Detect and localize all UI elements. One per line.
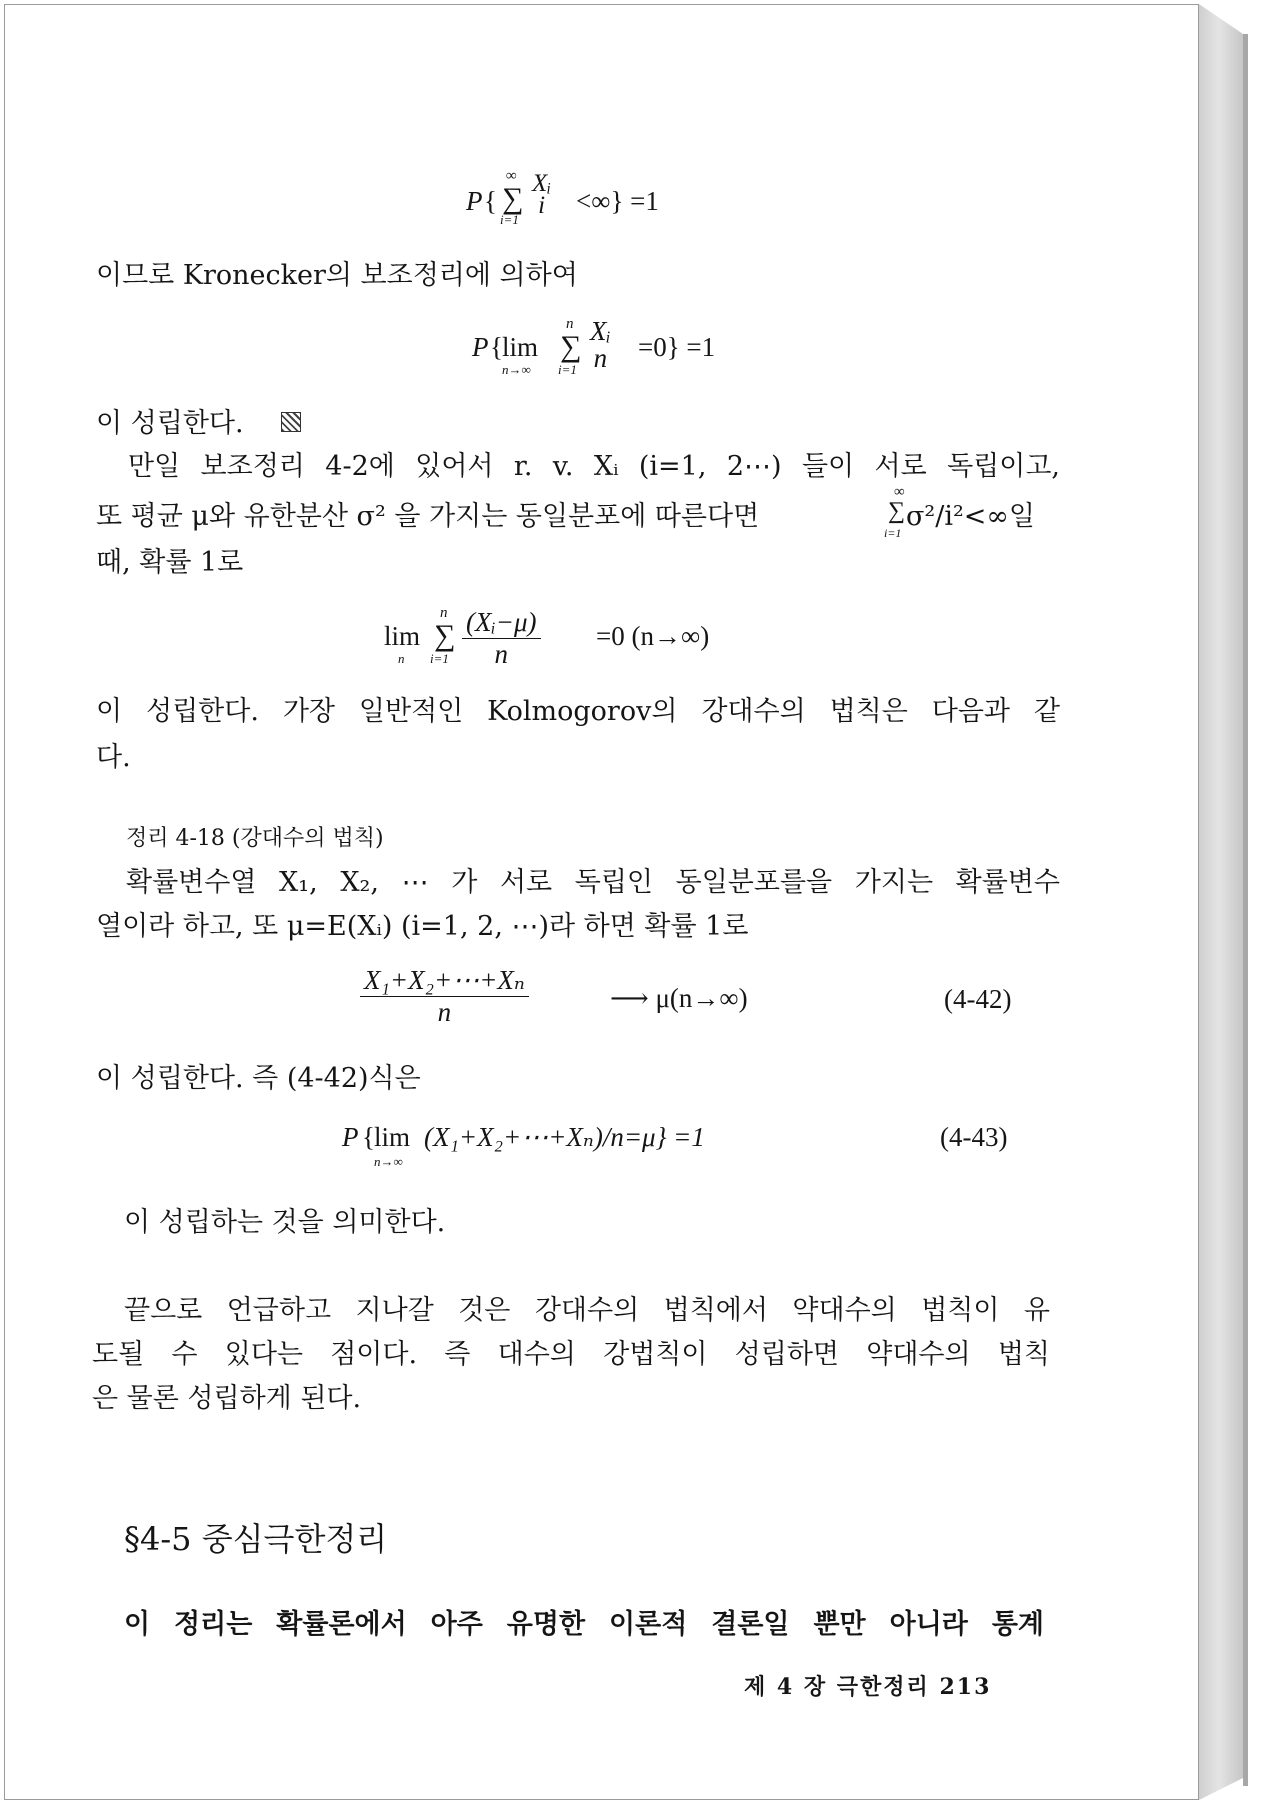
text-line-12: 끝으로 언급하고 지나갈 것은 강대수의 법칙에서 약대수의 법칙이 유 (124, 1295, 1050, 1326)
equation-number-4-42: (4-42) (944, 984, 1012, 1014)
text-line-9: 열이라 하고, 또 μ=E(Xᵢ) (i=1, 2, ⋯)라 하면 확률 1로 (96, 911, 749, 942)
text-line-11: 이 성립하는 것을 의미한다. (124, 1207, 446, 1238)
text-line-6: 이 성립한다. 가장 일반적인 Kolmogorov의 강대수의 법칙은 다음과 같 (96, 696, 1060, 727)
text-line-2: 이 성립한다. (96, 408, 244, 439)
equation-number-4-43: (4-43) (940, 1122, 1008, 1152)
page-stack-shadow (1243, 34, 1248, 1786)
text-line-13: 도될 수 있다는 점이다. 즉 대수의 강법칙이 성립하면 약대수의 법칙 (92, 1339, 1050, 1370)
text-line-15: 이 정리는 확률론에서 아주 유명한 이론적 결론일 뿐만 아니라 통계 (124, 1609, 1044, 1640)
text-line-7: 다. (96, 742, 131, 773)
qed-square-icon (281, 412, 301, 432)
text-line-4-tail: σ²/i²<∞일 (906, 501, 1036, 532)
text-line-3: 만일 보조정리 4-2에 있어서 r. v. Xᵢ (i=1, 2⋯) 들이 서로 독립이고, (128, 451, 1060, 482)
text-line-5: 때, 확률 1로 (96, 547, 244, 578)
text-line-14: 은 물론 성립하게 된다. (92, 1383, 362, 1414)
text-line-8: 확률변수열 X₁, X₂, ⋯ 가 서로 독립인 동일분포를을 가지는 확률변수 (126, 867, 1060, 898)
page-stack-edge (1199, 4, 1243, 1800)
text-line-4: 또 평균 μ와 유한분산 σ² 을 가지는 동일분포에 따른다면 (96, 501, 760, 532)
text-line-10: 이 성립한다. 즉 (4-42)식은 (96, 1063, 421, 1094)
page-footer: 제 4 장 극한정리 213 (744, 1674, 992, 1700)
theorem-title: 정리 4-18 (강대수의 법칙) (126, 826, 384, 851)
section-heading: §4-5 중심극한정리 (124, 1520, 388, 1558)
text-line-1: 이므로 Kronecker의 보조정리에 의하여 (96, 260, 578, 291)
